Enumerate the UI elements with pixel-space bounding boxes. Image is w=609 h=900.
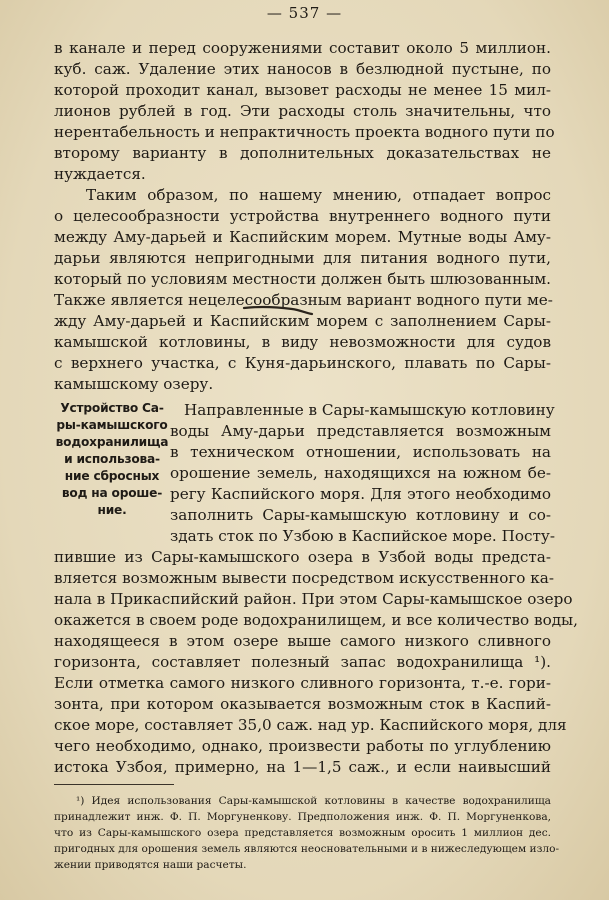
text-line: который по условиям местности должен быть шлюзованным. bbox=[54, 270, 551, 288]
text-line: между Аму-дарьей и Каспийским морем. Мутные воды Аму- bbox=[54, 228, 551, 246]
text-line: с верхнего участка, с Куня-дарьинского, плавать по Сары- bbox=[54, 354, 551, 372]
text-line: окажется в своем роде водохранилищем, и все количество воды, bbox=[54, 611, 578, 629]
text-line: орошение земель, находящихся на южном бе- bbox=[170, 464, 551, 482]
margin-heading-line: ры-камышского bbox=[56, 418, 168, 432]
text-line: в канале и перед сооружениями составит около 5 миллион. bbox=[54, 39, 551, 57]
text-line: ское море, составляет 35,0 саж. над ур. Каспийского моря, для bbox=[54, 716, 567, 734]
margin-heading bbox=[54, 400, 170, 519]
text-line: Направленные в Сары-камышскую котловину bbox=[184, 401, 555, 419]
margin-heading-line: ние сбросных bbox=[64, 469, 160, 483]
text-line: нерентабельность и непрактичность проекта водного пути по bbox=[54, 123, 555, 141]
text-line: камышскому озеру. bbox=[54, 375, 214, 393]
margin-heading-line: и использова- bbox=[64, 452, 160, 466]
text-line: куб. саж. Удаление этих наносов в безлюдной пустыне, по bbox=[54, 60, 551, 78]
text-line: чего необходимо, однако, произвести работы по углублению bbox=[54, 737, 551, 755]
text-line: о целесообразности устройства внутреннего водного пути bbox=[54, 207, 551, 225]
footnote-line: что из Сары-камышского озера представляется возможным оросить 1 миллион дес. bbox=[54, 827, 551, 839]
text-line: камышской котловины, в виду невозможности для судов bbox=[54, 333, 551, 351]
text-line: здать сток по Узбою в Каспийское море. Посту- bbox=[170, 527, 555, 545]
text-line: второму варианту в дополнительных доказательствах не bbox=[54, 144, 551, 162]
text-line: заполнить Сары-камышскую котловину и со- bbox=[170, 506, 551, 524]
margin-heading-line: Устройство Са- bbox=[60, 401, 164, 415]
text-line: находящееся в этом озере выше самого низкого сливного bbox=[54, 632, 551, 650]
text-line: которой проходит канал, вызовет расходы не менее 15 мил- bbox=[54, 81, 551, 99]
text-line: пившие из Сары-камышского озера в Узбой воды предста- bbox=[54, 548, 551, 566]
text-line: нуждается. bbox=[54, 165, 146, 183]
text-line: Таким образом, по нашему мнению, отпадает вопрос bbox=[86, 186, 551, 204]
text-line: дарьи являются непригодными для питания водного пути, bbox=[54, 249, 551, 267]
page-number: — 537 — bbox=[266, 4, 343, 22]
margin-heading-line: ние. bbox=[97, 503, 127, 517]
pen-underline-mark bbox=[242, 302, 322, 316]
footnote-line: пригодных для орошения земель являются неосновательными и в нижеследующем изло- bbox=[54, 843, 560, 855]
text-line: горизонта, составляет полезный запас водохранилища ¹). bbox=[54, 653, 551, 671]
text-line: Если отметка самого низкого сливного горизонта, т.-е. гори- bbox=[54, 674, 551, 692]
text-line: вляется возможным вывести посредством искусственного ка- bbox=[54, 569, 554, 587]
text-line: нала в Прикаспийский район. При этом Сары-камышское озеро bbox=[54, 590, 573, 608]
margin-heading-line: водохранилища bbox=[55, 435, 169, 449]
text-line: жду Аму-дарьей и Каспийским морем с заполнением Сары- bbox=[54, 312, 551, 330]
text-line: регу Каспийского моря. Для этого необходимо bbox=[170, 485, 551, 503]
footnote-rule bbox=[54, 784, 174, 785]
text-line: истока Узбоя, примерно, на 1—1,5 саж., и если наивысший bbox=[54, 758, 551, 776]
text-line: в техническом отношении, использовать на bbox=[170, 443, 551, 461]
text-line: зонта, при котором оказывается возможным сток в Каспий- bbox=[54, 695, 551, 713]
footnote-line: ¹) Идея использования Сары-камышской котловины в качестве водохранилища bbox=[76, 795, 551, 807]
margin-heading-line: вод на ороше- bbox=[61, 486, 163, 500]
text-line: лионов рублей в год. Эти расходы столь значительны, что bbox=[54, 102, 551, 120]
text-line: воды Аму-дарьи представляется возможным bbox=[170, 422, 551, 440]
footnote-line: принадлежит инж. Ф. П. Моргуненкову. Предположения инж. Ф. П. Моргуненкова, bbox=[54, 811, 551, 823]
text-line: Также является нецелесообразным вариант водного пути ме- bbox=[54, 291, 553, 309]
footnote-line: жении приводятся наши расчеты. bbox=[54, 859, 247, 871]
